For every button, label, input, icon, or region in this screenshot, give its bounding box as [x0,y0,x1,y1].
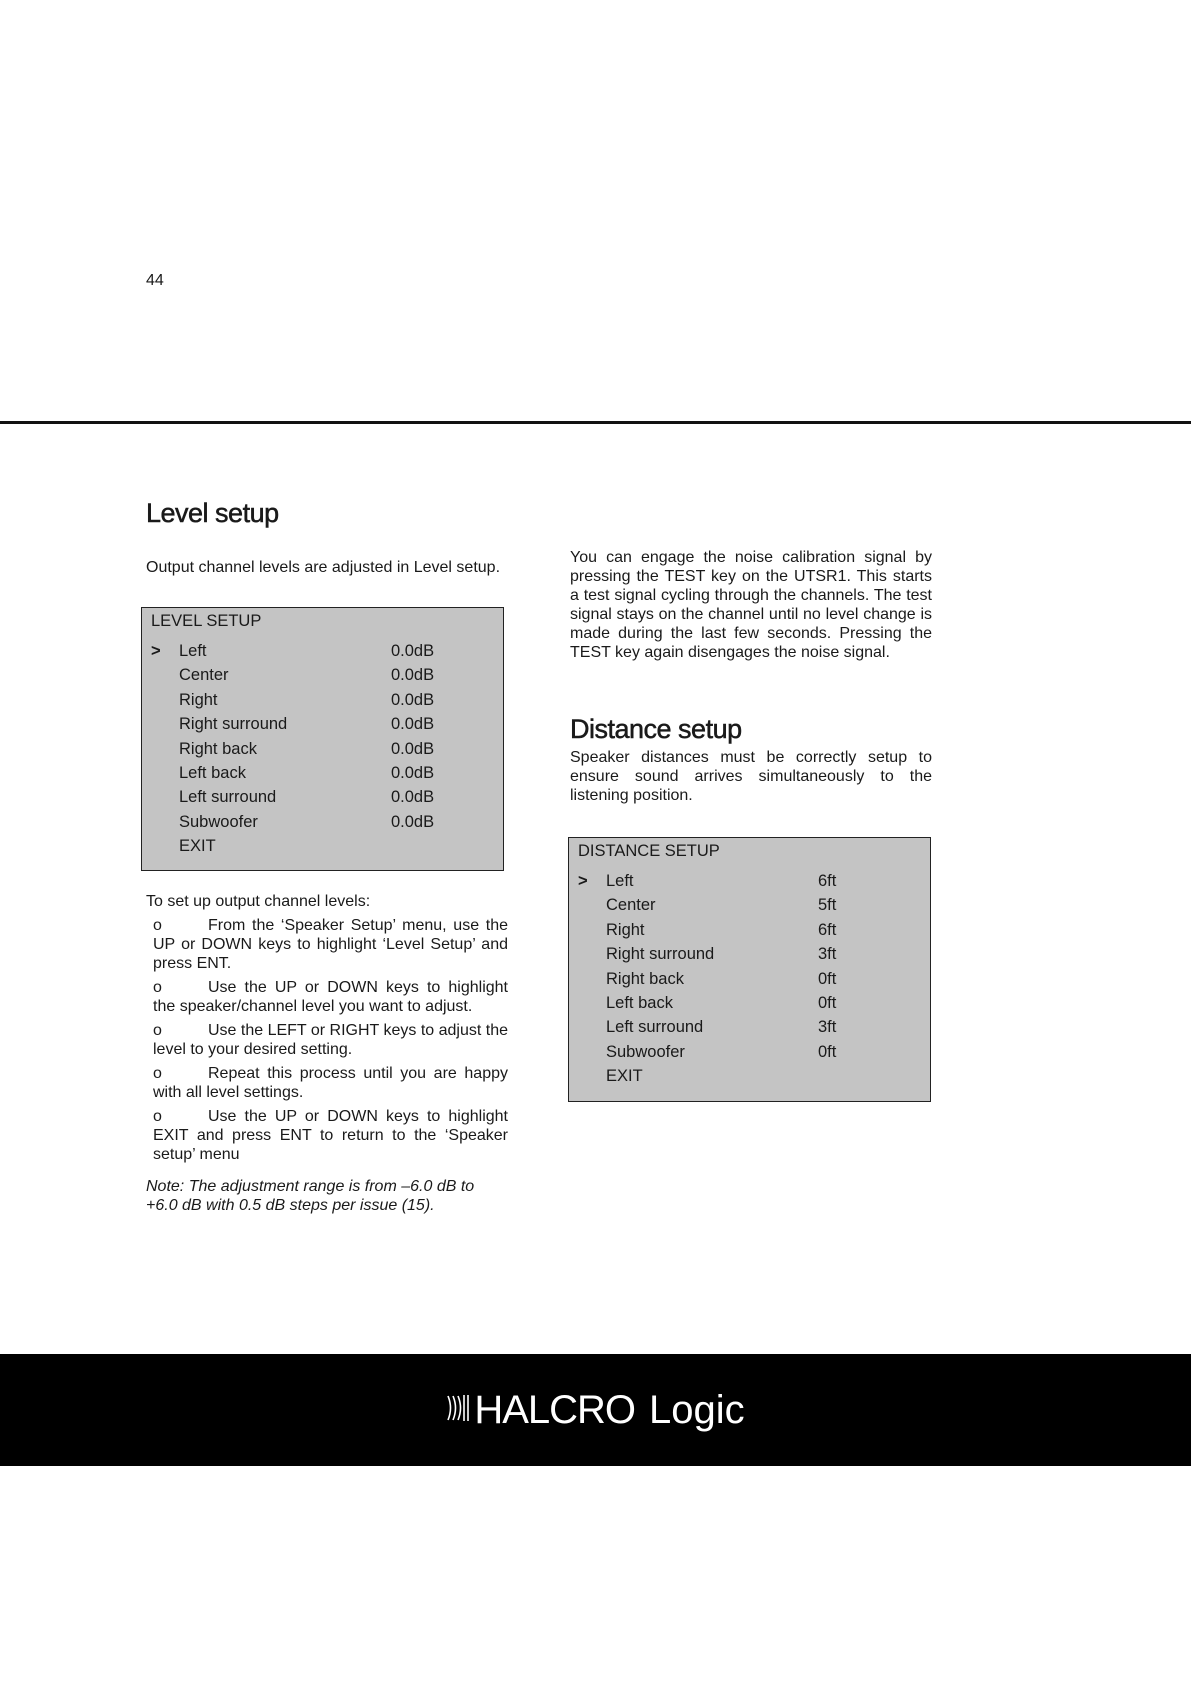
menu-row-value: 0.0dB [391,788,435,807]
distance-menu-title: DISTANCE SETUP [578,842,720,860]
menu-row[interactable] [142,761,503,785]
menu-row-value: 0.0dB [391,739,435,758]
list-item [153,1064,508,1102]
level-setup-intro: Output channel levels are adjusted in Level setup. [146,559,501,576]
menu-row[interactable] [569,1040,930,1064]
noise-calibration-paragraph: You can engage the noise calibration signal by pressing the TEST key on the UTSR1. This starts a test signal cycling through the channels. The test signal stays on the channel until no level change is made during the last few seconds. Pressing the TEST key again disengages the noise signal. [570,549,932,661]
menu-row[interactable] [569,991,930,1015]
header-rule [0,421,1191,424]
halcro-logo [446,1388,744,1433]
menu-row[interactable] [142,688,503,712]
sound-wave-icon [446,1392,472,1429]
step-text: Use the LEFT or RIGHT keys to adjust the level to your desired setting. [153,1022,508,1058]
level-steps-intro: To set up output channel levels: [146,893,371,910]
menu-row[interactable] [569,1015,930,1039]
menu-row-label: Right [179,690,218,709]
menu-row-label: EXIT [179,837,216,856]
step-text: From the ‘Speaker Setup’ menu, use the UP or DOWN keys to highlight ‘Level Setup’ and press ENT. [153,917,508,972]
menu-row-value: 0.0dB [391,812,435,831]
level-setup-menu [141,607,504,871]
menu-row-label: Subwoofer [606,1042,685,1061]
menu-row[interactable] [142,639,503,663]
menu-row[interactable] [569,942,930,966]
footer-banner [0,1354,1191,1466]
menu-row-value: 0.0dB [391,666,435,685]
bullet-marker: o [153,979,162,996]
menu-row-value: 0.0dB [391,715,435,734]
distance-setup-menu [568,837,931,1102]
menu-row-label: Left surround [606,1018,704,1037]
menu-row[interactable] [142,834,503,858]
menu-row-value: 0ft [818,994,837,1012]
selection-cursor: > [578,872,588,890]
menu-row-label: Center [179,666,229,685]
menu-row-label: Subwoofer [179,812,258,831]
level-setup-heading: Level setup [146,498,279,528]
menu-row-value: 0.0dB [391,690,435,709]
menu-row[interactable] [569,869,930,893]
step-text: Use the UP or DOWN keys to highlight EXIT and press ENT to return to the ‘Speaker setup’ menu [153,1108,508,1163]
menu-row-label: Left [606,872,634,890]
menu-row-value: 0ft [818,1042,837,1061]
bullet-marker: o [153,1022,162,1039]
menu-row-value: 0ft [818,969,837,988]
menu-row-label: Right back [606,969,684,988]
menu-row-value: 3ft [818,945,837,964]
menu-row-label: Right [606,920,645,939]
menu-row-value: 0.0dB [391,764,435,782]
menu-row-label: Right surround [606,945,715,964]
menu-row[interactable] [569,918,930,942]
menu-row-label: Left surround [179,788,277,807]
menu-row-value: 5ft [818,896,837,915]
menu-row[interactable] [142,785,503,809]
logo-subtitle: Logic [649,1387,745,1432]
menu-row-value: 0.0dB [391,642,435,660]
selection-cursor: > [151,642,161,660]
adjustment-note: Note: The adjustment range is from –6.0 dB to +6.0 dB with 0.5 dB steps per issue (15). [146,1178,475,1214]
distance-setup-intro: Speaker distances must be correctly setup to ensure sound arrives simultaneously to the listening position. [570,749,932,804]
menu-row-label: Left [179,642,207,660]
menu-row-label: Center [606,896,656,915]
menu-row[interactable] [142,737,503,761]
level-steps-list [153,916,508,1169]
step-text: Use the UP or DOWN keys to highlight the speaker/channel level you want to adjust. [153,979,508,1015]
level-menu-title: LEVEL SETUP [151,612,262,630]
menu-row-label: Left back [179,764,246,782]
list-item [153,1021,508,1059]
menu-row-value: 6ft [818,872,837,890]
menu-row-value: 6ft [818,920,837,939]
menu-row[interactable] [142,663,503,687]
menu-row[interactable] [569,967,930,991]
bullet-marker: o [153,1108,162,1125]
menu-row-label: Right back [179,739,257,758]
page-number: 44 [146,272,164,289]
menu-row-label: EXIT [606,1067,643,1086]
list-item [153,1107,508,1164]
bullet-marker: o [153,917,162,934]
menu-row-label: Right surround [179,715,288,734]
menu-row[interactable] [142,810,503,834]
list-item [153,978,508,1016]
menu-row-label: Left back [606,994,673,1012]
list-item [153,916,508,973]
bullet-marker: o [153,1065,162,1082]
distance-setup-heading: Distance setup [570,714,742,744]
menu-row[interactable] [569,1064,930,1088]
logo-brand: HALCRO [474,1387,636,1432]
menu-row-value: 3ft [818,1018,837,1037]
menu-row[interactable] [142,712,503,736]
step-text: Repeat this process until you are happy with all level settings. [153,1065,508,1101]
menu-row[interactable] [569,893,930,917]
